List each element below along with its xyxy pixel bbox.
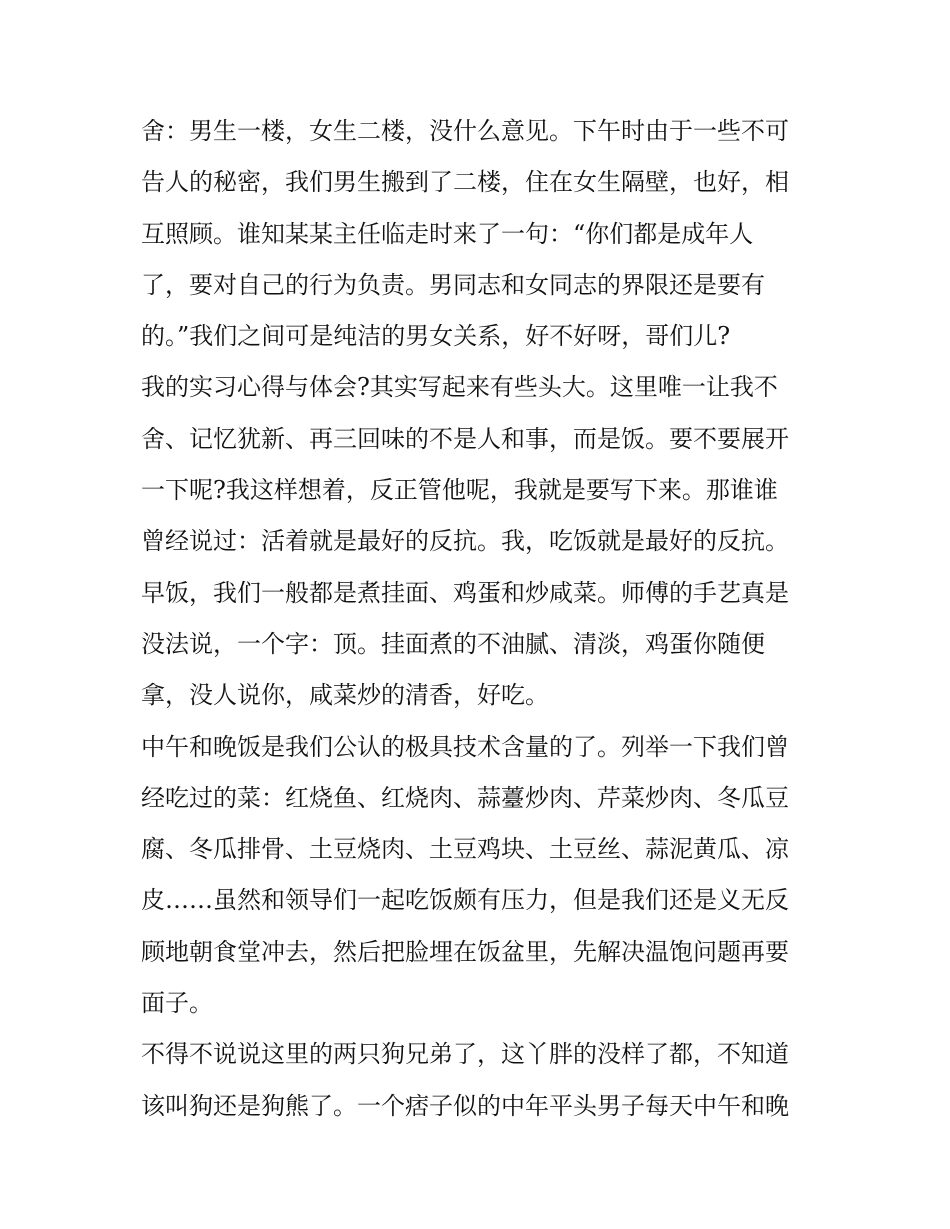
- text-line: 早饭，我们一般都是煮挂面、鸡蛋和炒咸菜。师傅的手艺真是: [141, 578, 789, 607]
- text-line: 的。”我们之间可是纯洁的男女关系，好不好呀，哥们儿?: [141, 322, 731, 351]
- text-line: 经吃过的菜：红烧鱼、红烧肉、蒜薹炒肉、芹菜炒肉、冬瓜豆: [141, 783, 789, 812]
- text-line: 拿，没人说你，咸菜炒的清香，好吃。: [141, 681, 549, 710]
- text-line: 顾地朝食堂冲去，然后把脸埋在饭盆里，先解决温饱问题再要: [141, 937, 789, 966]
- text-line: 了，要对自己的行为负责。男同志和女同志的界限还是要有: [141, 270, 765, 299]
- text-line: 我的实习心得与体会?其实写起来有些头大。这里唯一让我不: [141, 373, 778, 402]
- text-line: 一下呢?我这样想着，反正管他呢，我就是要写下来。那谁谁: [141, 476, 778, 505]
- text-line: 中午和晚饭是我们公认的极具技术含量的了。列举一下我们曾: [141, 732, 789, 761]
- text-line: 不得不说说这里的两只狗兄弟了，这丫胖的没样了都，不知道: [141, 1040, 789, 1069]
- text-line: 腐、冬瓜排骨、土豆烧肉、土豆鸡块、土豆丝、蒜泥黄瓜、凉: [141, 835, 789, 864]
- text-line: 舍、记忆犹新、再三回味的不是人和事，而是饭。要不要展开: [141, 424, 789, 453]
- text-line: 皮……虽然和领导们一起吃饭颇有压力，但是我们还是义无反: [141, 886, 789, 915]
- document-body: [141, 106, 831, 1132]
- text-line: 面子。: [141, 989, 213, 1018]
- text-line: 没法说，一个字：顶。挂面煮的不油腻、清淡，鸡蛋你随便: [141, 629, 765, 658]
- text-line: 互照顾。谁知某某主任临走时来了一句：“你们都是成年人: [141, 219, 754, 248]
- text-line: 告人的秘密，我们男生搬到了二楼，住在女生隔壁，也好，相: [141, 168, 789, 197]
- text-line: 舍：男生一楼，女生二楼，没什么意见。下午时由于一些不可: [141, 117, 789, 145]
- text-line: 曾经说过：活着就是最好的反抗。我，吃饭就是最好的反抗。: [141, 527, 789, 556]
- text-line: 该叫狗还是狗熊了。一个痞子似的中年平头男子每天中午和晚: [141, 1091, 789, 1120]
